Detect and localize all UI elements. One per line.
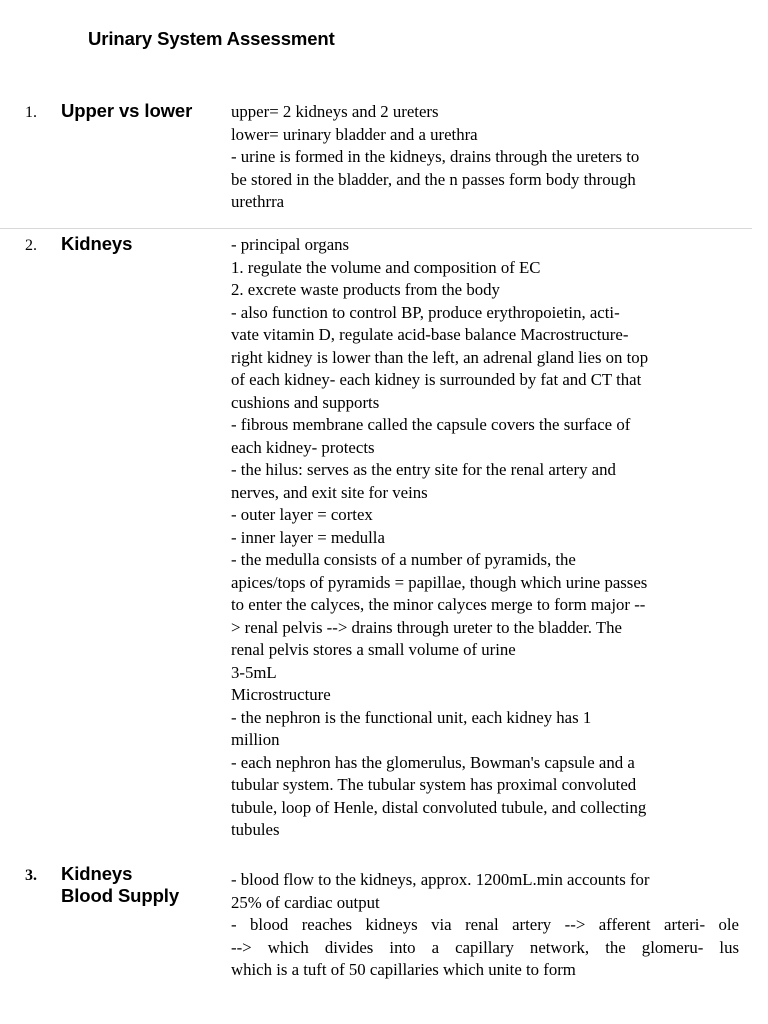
body-line: upper= 2 kidneys and 2 ureters xyxy=(231,102,439,121)
item-body xyxy=(231,101,743,214)
body-line: lower= urinary bladder and a urethra xyxy=(231,124,478,144)
body-line: - fibrous membrane called the capsule covers the surface of xyxy=(231,415,631,434)
item-heading xyxy=(61,233,132,255)
body-line: be stored in the bladder, and the n passes form body through xyxy=(231,169,636,189)
body-line: renal pelvis stores a small volume of urine xyxy=(231,640,516,659)
body-line: 25% of cardiac output xyxy=(231,892,380,912)
body-line: right kidney is lower than the left, an adrenal gland lies on top xyxy=(231,347,649,367)
body-line: - blood flow to the kidneys, approx. 1200mL.min accounts for xyxy=(231,870,650,889)
item-body xyxy=(231,869,743,982)
page-title: Urinary System Assessment xyxy=(88,28,335,49)
body-line: - the hilus: serves as the entry site for the renal artery and xyxy=(231,460,616,479)
item-heading-line: Upper vs lower xyxy=(61,100,193,121)
body-line: to enter the calyces, the minor calyces merge to form major -- xyxy=(231,595,646,614)
body-line: --> which divides into a capillary network, the glomeru- lus xyxy=(231,937,739,957)
item-heading-line: Kidneys xyxy=(61,233,133,254)
item-number: 1. xyxy=(25,104,37,121)
item-number: 2. xyxy=(25,237,37,254)
body-line: tubules xyxy=(231,820,280,839)
section-divider xyxy=(0,228,752,229)
body-line: - inner layer = medulla xyxy=(231,527,385,547)
body-line: - urine is formed in the kidneys, drains through the ureters to xyxy=(231,147,640,166)
item-heading-line: Kidneys xyxy=(61,863,133,884)
body-line: - the nephron is the functional unit, each kidney has 1 xyxy=(231,707,592,727)
item-heading-line: Blood Supply xyxy=(61,885,180,906)
body-line: cushions and supports xyxy=(231,392,380,412)
body-line: tubular system. The tubular system has proximal convoluted xyxy=(231,775,637,794)
body-line: - the medulla consists of a number of pyramids, the xyxy=(231,550,576,569)
item-number: 3. xyxy=(25,867,37,884)
body-line: - blood reaches kidneys via renal artery --> afferent arteri- ole xyxy=(231,915,739,934)
body-line: - each nephron has the glomerulus, Bowman's capsule and a xyxy=(231,752,635,772)
body-line: - also function to control BP, produce erythropoietin, acti- xyxy=(231,302,620,322)
body-line: > renal pelvis --> drains through ureter to the bladder. The xyxy=(231,617,622,637)
body-line: million xyxy=(231,730,280,749)
item-heading xyxy=(61,863,179,907)
body-line: - principal organs xyxy=(231,235,350,254)
body-line: 3-5mL xyxy=(231,662,277,682)
body-line: of each kidney- each kidney is surrounded by fat and CT that xyxy=(231,370,642,389)
body-line: 1. regulate the volume and composition of EC xyxy=(231,257,541,277)
body-line: - outer layer = cortex xyxy=(231,505,373,524)
body-line: urethrra xyxy=(231,192,285,211)
body-line: which is a tuft of 50 capillaries which unite to form xyxy=(231,960,576,979)
body-line: nerves, and exit site for veins xyxy=(231,482,428,502)
body-line: apices/tops of pyramids = papillae, though which urine passes xyxy=(231,572,648,592)
item-heading xyxy=(61,100,192,122)
body-line: Microstructure xyxy=(231,685,331,704)
body-line: tubule, loop of Henle, distal convoluted tubule, and collecting xyxy=(231,797,647,817)
body-line: each kidney- protects xyxy=(231,437,375,457)
body-line: 2. excrete waste products from the body xyxy=(231,280,500,299)
body-line: vate vitamin D, regulate acid-base balance Macrostructure- xyxy=(231,325,629,344)
item-body xyxy=(231,234,743,842)
